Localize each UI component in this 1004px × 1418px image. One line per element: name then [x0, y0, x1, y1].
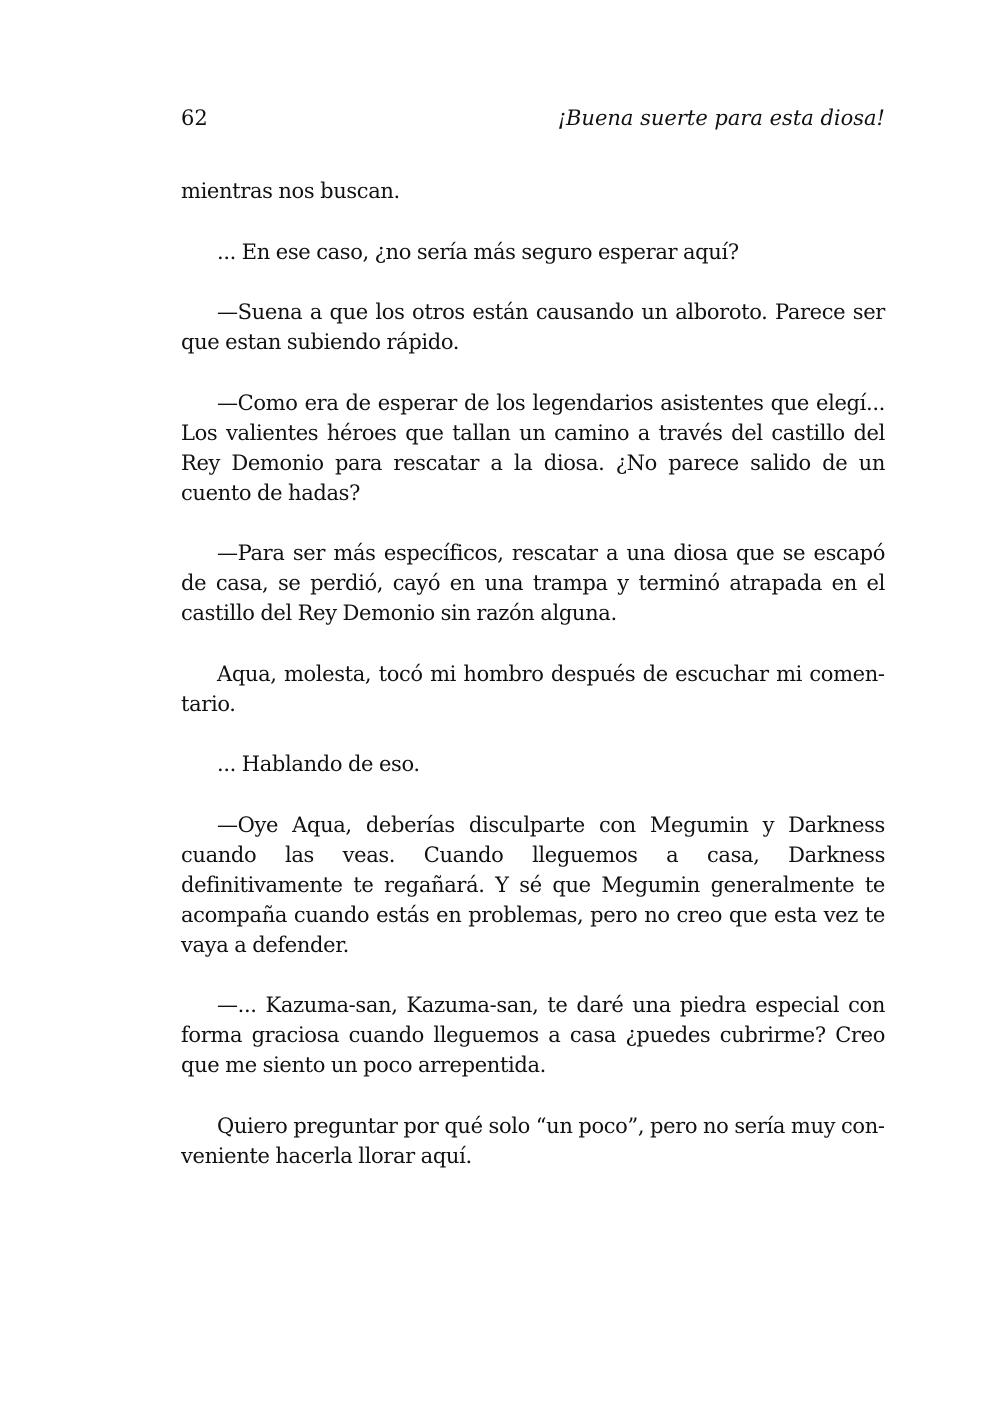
page-header: [181, 102, 885, 134]
paragraph: —Como era de esperar de los legendarios asistentes que elegí... Los valientes héroes que tallan un camino a través del castillo del Rey Demonio para rescatar a la diosa. ¿No parece salido de un cuento de hadas?: [181, 390, 885, 505]
paragraph: mientras nos buscan.: [181, 179, 400, 203]
page-number: 62: [181, 106, 208, 130]
paragraph: —Suena a que los otros están causando un alboroto. Parece ser que estan subiendo rápido.: [181, 300, 885, 354]
paragraph: ... En ese caso, ¿no sería más seguro esperar aquí?: [217, 239, 739, 264]
body-text: [181, 176, 885, 1201]
paragraph: —Para ser más específicos, rescatar a una diosa que se escapó de casa, se perdió, cayó en una trampa y terminó atrapada en el castillo del Rey Demonio sin razón alguna.: [181, 541, 885, 625]
book-page: [181, 0, 885, 1418]
paragraph: Aqua, molesta, tocó mi hombro después de escuchar mi comentario.: [181, 661, 885, 716]
paragraph: —Oye Aqua, deberías disculparte con Megumin y Darkness cuando las veas. Cuando lleguemos a casa, Darkness definitivamente te regañará. Y sé que Megumin generalmente te acompaña cuando estás en problemas, pero no creo que esta vez te vaya a defender.: [181, 812, 885, 957]
paragraph: Quiero preguntar por qué solo “un poco”, pero no sería muy conveniente hacerla llorar aquí.: [181, 1113, 885, 1168]
running-title: ¡Buena suerte para esta diosa!: [557, 106, 885, 130]
paragraph: —... Kazuma-san, Kazuma-san, te daré una piedra especial con forma graciosa cuando lleguemos a casa ¿puedes cubrirme? Creo que me siento un poco arrepentida.: [181, 993, 885, 1077]
paragraph: ... Hablando de eso.: [217, 752, 420, 776]
